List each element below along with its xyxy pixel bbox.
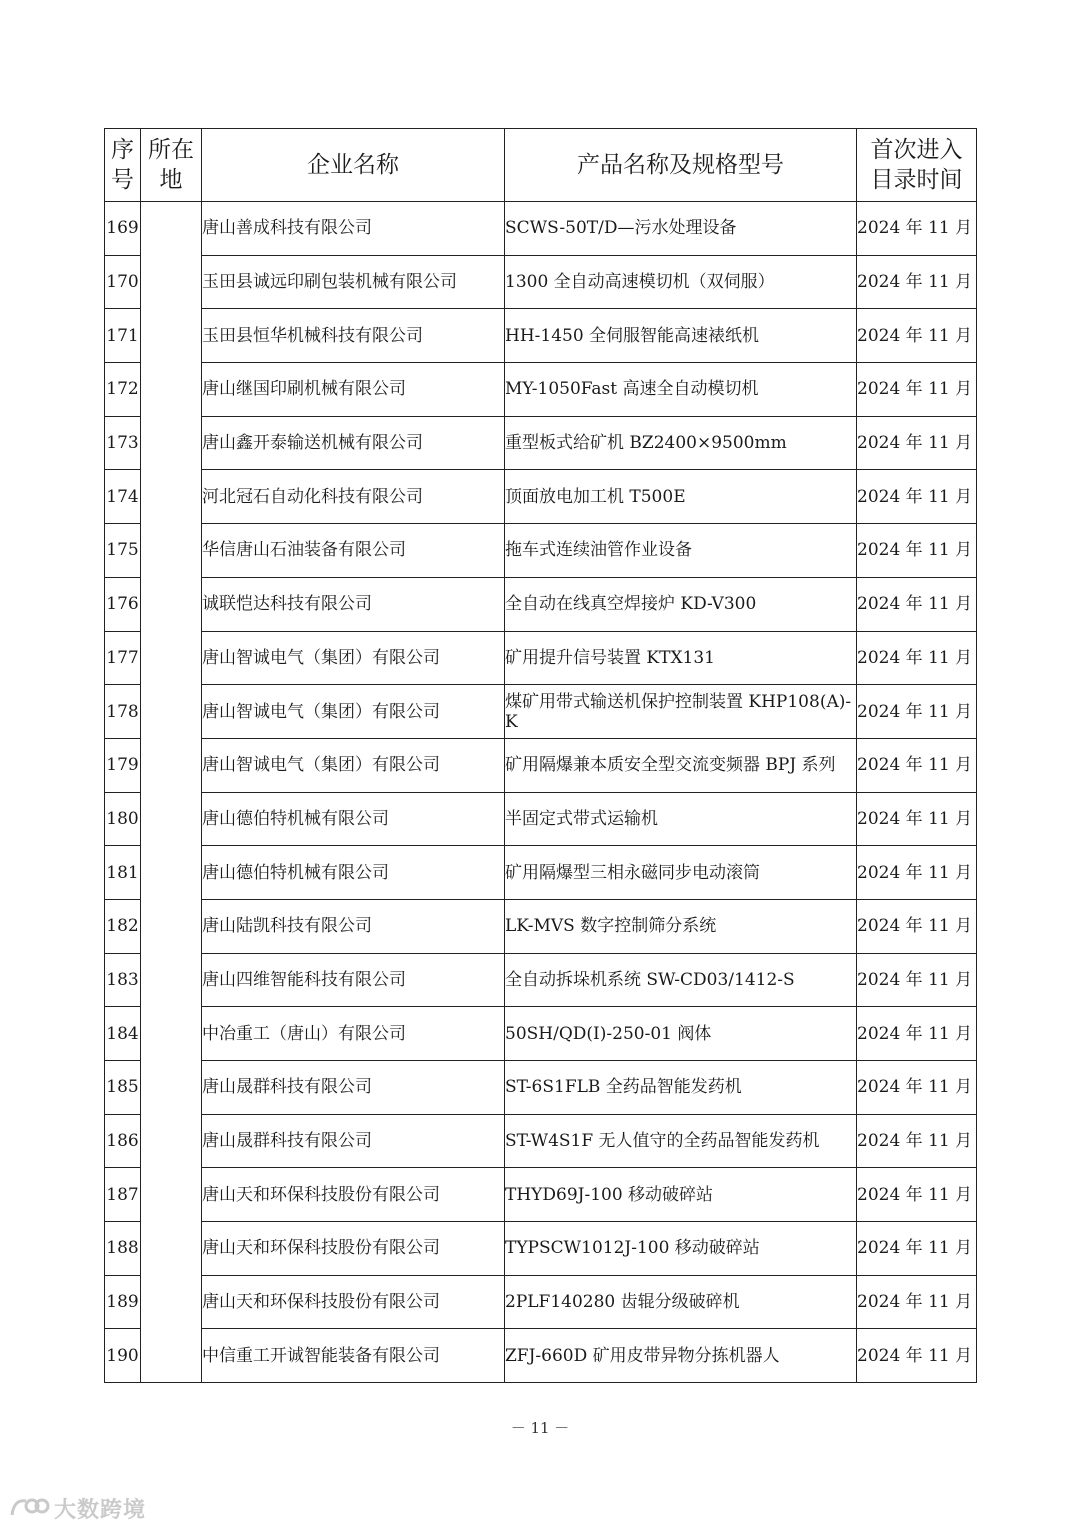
row-date: 2024 年 11 月 — [857, 899, 977, 953]
header-product: 产品名称及规格型号 — [505, 129, 857, 202]
row-product: 重型板式给矿机 BZ2400×9500mm — [505, 416, 857, 470]
row-company: 中信重工开诚智能装备有限公司 — [202, 1329, 505, 1383]
row-seq: 172 — [105, 363, 141, 417]
table-row — [105, 846, 977, 900]
row-product: MY-1050Fast 高速全自动模切机 — [505, 363, 857, 417]
table-row — [105, 1061, 977, 1115]
row-company: 唐山智诚电气（集团）有限公司 — [202, 631, 505, 685]
row-date: 2024 年 11 月 — [857, 309, 977, 363]
row-date: 2024 年 11 月 — [857, 1329, 977, 1383]
row-product: 1300 全自动高速模切机（双伺服） — [505, 255, 857, 309]
row-date: 2024 年 11 月 — [857, 524, 977, 578]
row-company: 唐山智诚电气（集团）有限公司 — [202, 685, 505, 739]
header-date-line2: 目录时间 — [870, 167, 963, 193]
row-company: 玉田县恒华机械科技有限公司 — [202, 309, 505, 363]
row-date: 2024 年 11 月 — [857, 577, 977, 631]
header-company: 企业名称 — [202, 129, 505, 202]
row-seq: 187 — [105, 1168, 141, 1222]
row-company: 唐山鑫开泰输送机械有限公司 — [202, 416, 505, 470]
row-product: 全自动拆垛机系统 SW-CD03/1412-S — [505, 953, 857, 1007]
watermark — [8, 1490, 146, 1526]
row-seq: 188 — [105, 1222, 141, 1276]
row-product: 煤矿用带式输送机保护控制装置 KHP108(A)-K — [505, 685, 857, 739]
row-company: 唐山晟群科技有限公司 — [202, 1114, 505, 1168]
row-company: 唐山德伯特机械有限公司 — [202, 846, 505, 900]
table-row — [105, 738, 977, 792]
table-row — [105, 631, 977, 685]
row-product: ST-6S1FLB 全药品智能发药机 — [505, 1061, 857, 1115]
row-product: 拖车式连续油管作业设备 — [505, 524, 857, 578]
row-seq: 175 — [105, 524, 141, 578]
row-company: 玉田县诚远印刷包装机械有限公司 — [202, 255, 505, 309]
row-seq: 183 — [105, 953, 141, 1007]
row-date: 2024 年 11 月 — [857, 363, 977, 417]
row-seq: 178 — [105, 685, 141, 739]
row-company: 唐山善成科技有限公司 — [202, 202, 505, 256]
row-company: 唐山陆凯科技有限公司 — [202, 899, 505, 953]
row-seq: 170 — [105, 255, 141, 309]
row-date: 2024 年 11 月 — [857, 1275, 977, 1329]
table-row — [105, 202, 977, 256]
row-seq: 173 — [105, 416, 141, 470]
row-seq: 181 — [105, 846, 141, 900]
row-seq: 177 — [105, 631, 141, 685]
header-location-line2: 地 — [159, 167, 183, 193]
table-row — [105, 416, 977, 470]
row-product: 半固定式带式运输机 — [505, 792, 857, 846]
row-company: 华信唐山石油装备有限公司 — [202, 524, 505, 578]
row-product: 顶面放电加工机 T500E — [505, 470, 857, 524]
table-row — [105, 1007, 977, 1061]
row-product: TYPSCW1012J-100 移动破碎站 — [505, 1222, 857, 1276]
row-product: 矿用隔爆型三相永磁同步电动滚筒 — [505, 846, 857, 900]
row-seq: 189 — [105, 1275, 141, 1329]
catalog-table — [104, 128, 977, 1383]
header-location-line1: 所在 — [148, 137, 194, 163]
row-product: THYD69J-100 移动破碎站 — [505, 1168, 857, 1222]
row-seq: 174 — [105, 470, 141, 524]
row-seq: 186 — [105, 1114, 141, 1168]
row-seq: 171 — [105, 309, 141, 363]
row-date: 2024 年 11 月 — [857, 255, 977, 309]
row-date: 2024 年 11 月 — [857, 1222, 977, 1276]
row-date: 2024 年 11 月 — [857, 416, 977, 470]
table-row — [105, 685, 977, 739]
table-row — [105, 524, 977, 578]
row-product: 矿用提升信号装置 KTX131 — [505, 631, 857, 685]
row-date: 2024 年 11 月 — [857, 846, 977, 900]
row-seq: 184 — [105, 1007, 141, 1061]
row-date: 2024 年 11 月 — [857, 792, 977, 846]
row-company: 诚联恺达科技有限公司 — [202, 577, 505, 631]
row-seq: 190 — [105, 1329, 141, 1383]
page-number: － 11 － — [510, 1419, 570, 1437]
row-date: 2024 年 11 月 — [857, 1061, 977, 1115]
row-product: ZFJ-660D 矿用皮带异物分拣机器人 — [505, 1329, 857, 1383]
row-product: 2PLF140280 齿辊分级破碎机 — [505, 1275, 857, 1329]
row-company: 唐山智诚电气（集团）有限公司 — [202, 738, 505, 792]
row-product: 50SH/QD(Ⅰ)-250-01 阀体 — [505, 1007, 857, 1061]
table-row — [105, 1168, 977, 1222]
row-date: 2024 年 11 月 — [857, 1168, 977, 1222]
header-date — [857, 129, 977, 202]
table-row — [105, 1114, 977, 1168]
row-seq: 185 — [105, 1061, 141, 1115]
row-seq: 180 — [105, 792, 141, 846]
row-product: LK-MVS 数字控制筛分系统 — [505, 899, 857, 953]
row-date: 2024 年 11 月 — [857, 202, 977, 256]
row-date: 2024 年 11 月 — [857, 1007, 977, 1061]
row-product: 全自动在线真空焊接炉 KD-V300 — [505, 577, 857, 631]
row-date: 2024 年 11 月 — [857, 1114, 977, 1168]
header-seq — [105, 129, 141, 202]
table-body — [105, 202, 977, 1383]
row-date: 2024 年 11 月 — [857, 470, 977, 524]
row-company: 河北冠石自动化科技有限公司 — [202, 470, 505, 524]
row-company: 唐山四维智能科技有限公司 — [202, 953, 505, 1007]
header-row — [105, 129, 977, 202]
row-product: HH-1450 全伺服智能高速裱纸机 — [505, 309, 857, 363]
row-product: ST-W4S1F 无人值守的全药品智能发药机 — [505, 1114, 857, 1168]
table-row — [105, 792, 977, 846]
row-date: 2024 年 11 月 — [857, 631, 977, 685]
row-date: 2024 年 11 月 — [857, 685, 977, 739]
watermark-text: 大数跨境 — [54, 1497, 147, 1523]
header-seq-line2: 号 — [111, 167, 134, 193]
row-company: 唐山天和环保科技股份有限公司 — [202, 1222, 505, 1276]
table-row — [105, 577, 977, 631]
row-product: 矿用隔爆兼本质安全型交流变频器 BPJ 系列 — [505, 738, 857, 792]
table-row — [105, 1329, 977, 1383]
row-date: 2024 年 11 月 — [857, 953, 977, 1007]
row-seq: 179 — [105, 738, 141, 792]
table-row — [105, 899, 977, 953]
row-product: SCWS-50T/D—污水处理设备 — [505, 202, 857, 256]
row-seq: 182 — [105, 899, 141, 953]
table-row — [105, 363, 977, 417]
row-company: 唐山晟群科技有限公司 — [202, 1061, 505, 1115]
table-row — [105, 953, 977, 1007]
header-location — [141, 129, 202, 202]
table-row — [105, 309, 977, 363]
table-row — [105, 1222, 977, 1276]
table-row — [105, 470, 977, 524]
watermark-logo-icon — [8, 1493, 50, 1523]
row-company: 唐山继国印刷机械有限公司 — [202, 363, 505, 417]
header-seq-line1: 序 — [111, 137, 134, 163]
row-location — [141, 202, 202, 1383]
header-date-line1: 首次进入 — [870, 137, 963, 163]
row-company: 中冶重工（唐山）有限公司 — [202, 1007, 505, 1061]
row-seq: 169 — [105, 202, 141, 256]
table-row — [105, 1275, 977, 1329]
row-date: 2024 年 11 月 — [857, 738, 977, 792]
table-row — [105, 255, 977, 309]
row-company: 唐山德伯特机械有限公司 — [202, 792, 505, 846]
row-company: 唐山天和环保科技股份有限公司 — [202, 1275, 505, 1329]
row-seq: 176 — [105, 577, 141, 631]
row-company: 唐山天和环保科技股份有限公司 — [202, 1168, 505, 1222]
